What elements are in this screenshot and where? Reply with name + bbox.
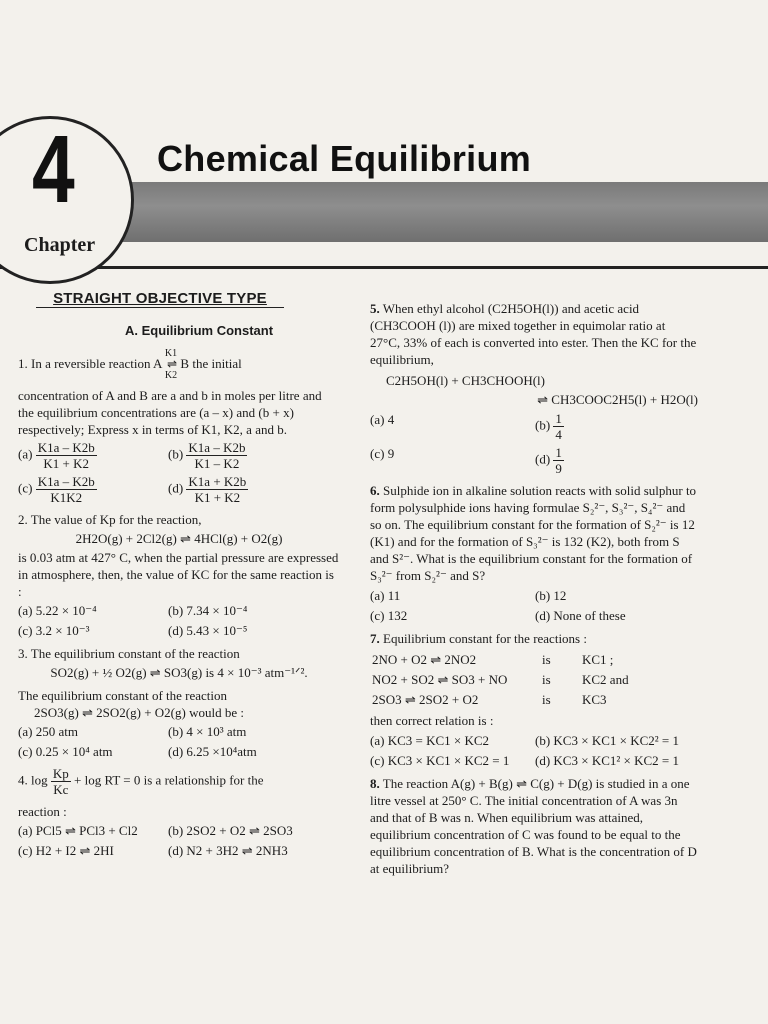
option-d: (d) $\frac{K1a + K2b}{K1 + K2}$ — [168, 474, 247, 505]
option-a: (a) KC3 = KC1 × KC2 — [370, 733, 490, 748]
options — [370, 411, 698, 476]
relation-eq-2: NO2 + SO2 ⇌ SO3 + NO — [372, 672, 508, 687]
reaction-equation-2: 2SO3(g) ⇌ 2SO2(g) + O2(g) would be : — [34, 705, 244, 720]
rate-constant-forward: K1 — [164, 348, 178, 359]
question-number: 8. — [370, 776, 380, 791]
option-b: (b) KC3 × KC1 × KC2² = 1 — [535, 733, 679, 748]
relation-eq-1: 2NO + O2 ⇌ 2NO2 — [372, 652, 477, 667]
question-intro: The equilibrium constant of the reaction — [30, 646, 240, 661]
relation-eq-3: 2SO3 ⇌ 2SO2 + O2 — [372, 692, 479, 707]
option-a: (a) 5.22 × 10⁻⁴ — [18, 603, 97, 618]
question-tail: reaction : — [18, 804, 67, 819]
right-column — [370, 300, 698, 883]
chapter-title: Chemical Equilibrium — [157, 138, 532, 179]
options — [370, 732, 698, 769]
question-8 — [370, 775, 698, 877]
option-a: (a) $\frac{K1a - K2b}{K1 + K2}$ — [18, 440, 95, 471]
option-b: (b) $\frac{K1a - K2b}{K1 - K2}$ — [168, 440, 246, 471]
question-number: 6. — [370, 483, 380, 498]
relations-table — [372, 651, 698, 708]
option-c: (c) 0.25 × 10⁴ atm — [18, 744, 113, 759]
option-b: (b) 4 × 10³ atm — [168, 724, 247, 739]
options — [18, 440, 340, 505]
options — [370, 587, 698, 624]
option-c: (c) $\frac{K1a - K2b}{K1K2}$ — [18, 474, 95, 505]
question-body: The reaction A(g) + B(g) ⇌ C(g) + D(g) is studied in a one litre vessel at 250° C. The initial concentration of A was 3n and that of B was n. When equilibrium was attained, equilibrium concentration of C was found to be equal to the equilibrium concentration of B. What is the concentration of D at equilibrium? — [370, 776, 697, 876]
question-number: 5. — [370, 301, 380, 316]
question-body: Sulphide ion in alkaline solution reacts with solid sulphur to form polysulphide ions having formulae S₂²⁻, S₃²⁻, S₄²⁻ and so on. The equilibrium constant for the formation of S₂²⁻ is 12 (K1) and for the formation of S₃²⁻ is 132 (K2), both from S and S²⁻. What is the equilibrium constant for the formation of S₃²⁻ from S₂²⁻ and S? — [370, 483, 697, 583]
question-intro-after: B the initial — [180, 355, 242, 371]
relation-k-2: KC2 and — [582, 672, 629, 687]
reaction-right: ⇌ CH3COOC2H5(l) + H2O(l) — [537, 392, 698, 407]
option-d: (d) KC3 × KC1² × KC2 = 1 — [535, 753, 679, 768]
option-c: (c) 9 — [370, 446, 395, 461]
question-then: then correct relation is : — [370, 713, 494, 728]
question-intro: Equilibrium constant for the reactions : — [383, 631, 587, 646]
option-b: (b) $\frac{1}{4}$ — [535, 411, 562, 442]
relation-is-1: is — [542, 652, 551, 667]
question-number: 3. — [18, 646, 28, 661]
section-heading: STRAIGHT OBJECTIVE TYPE — [36, 290, 284, 308]
option-b: (b) 2SO2 + O2 ⇌ 2SO3 — [168, 823, 293, 838]
rate-constant-backward: K2 — [164, 370, 178, 381]
question-rest: + log RT = 0 is a relationship for the — [74, 772, 264, 788]
relation-k-3: KC3 — [582, 692, 607, 707]
question-6 — [370, 482, 698, 624]
question-1 — [18, 349, 340, 505]
option-a: (a) PCl5 ⇌ PCl3 + Cl2 — [18, 823, 138, 838]
question-number: 2. — [18, 512, 28, 527]
options — [18, 602, 340, 639]
question-4 — [18, 766, 340, 859]
option-c: (c) KC3 × KC1 × KC2 = 1 — [370, 753, 510, 768]
chapter-number: 4 — [32, 116, 75, 223]
option-d: (d) 6.25 ×10⁴atm — [168, 744, 257, 759]
relation-is-2: is — [542, 672, 551, 687]
options — [18, 723, 340, 760]
sub-heading: A. Equilibrium Constant — [124, 323, 274, 338]
question-5 — [370, 300, 698, 476]
equilibrium-arrow: K1 ⇌ K2 — [164, 348, 178, 381]
question-2 — [18, 511, 340, 639]
question-3 — [18, 645, 340, 760]
question-number: 1. — [18, 355, 28, 371]
question-body: When ethyl alcohol (C2H5OH(l)) and acetic acid (CH3COOH (l)) are mixed together in equimolar ratio at 27°C, 33% of each is converted into ester. Then the KC for the equilibrium, — [370, 301, 697, 367]
header-band — [75, 182, 768, 242]
question-body: concentration of A and B are a and b in moles per litre and the equilibrium concentrations are (a – x) and (b + x) respectively; Express x in terms of K1, K2, a and b. — [18, 388, 322, 437]
question-intro: The value of Kp for the reaction, — [30, 512, 202, 527]
question-7 — [370, 630, 698, 769]
chapter-label: Chapter — [24, 234, 96, 256]
kp-over-kc: $\frac{Kp}{Kc}$ — [52, 766, 69, 797]
option-a: (a) 250 atm — [18, 724, 78, 739]
reaction-equation: SO2(g) + ½ O2(g) ⇌ SO3(g) is 4 × 10⁻³ atm⁻¹ᐟ². — [50, 665, 308, 680]
option-d: (d) $\frac{1}{9}$ — [535, 445, 562, 476]
option-b: (b) 7.34 × 10⁻⁴ — [168, 603, 248, 618]
options — [18, 822, 340, 859]
question-intro: In a reversible reaction A — [31, 355, 162, 371]
option-d: (d) N2 + 3H2 ⇌ 2NH3 — [168, 843, 288, 858]
question-mid: The equilibrium constant of the reaction — [18, 688, 228, 703]
relation-k-1: KC1 ; — [582, 652, 614, 667]
option-c: (c) 132 — [370, 608, 408, 623]
option-a: (a) 4 — [370, 412, 395, 427]
option-b: (b) 12 — [535, 588, 567, 603]
option-a: (a) 11 — [370, 588, 401, 603]
question-number: 7. — [370, 631, 380, 646]
reaction-equation: 2H2O(g) + 2Cl2(g) ⇌ 4HCl(g) + O2(g) — [75, 531, 283, 546]
header-rule — [0, 266, 768, 269]
log-label: log — [31, 772, 48, 788]
option-d: (d) None of these — [535, 608, 626, 623]
option-c: (c) H2 + I2 ⇌ 2HI — [18, 843, 114, 858]
relation-is-3: is — [542, 692, 551, 707]
reaction-left: C2H5OH(l) + CH3CHOOH(l) — [386, 373, 545, 388]
question-number: 4. — [18, 772, 28, 788]
option-d: (d) 5.43 × 10⁻⁵ — [168, 623, 248, 638]
question-body: is 0.03 atm at 427° C, when the partial pressure are expressed in atmosphere, then, the value of KC for the same reaction is : — [18, 550, 339, 599]
left-column — [18, 290, 340, 865]
option-c: (c) 3.2 × 10⁻³ — [18, 623, 90, 638]
